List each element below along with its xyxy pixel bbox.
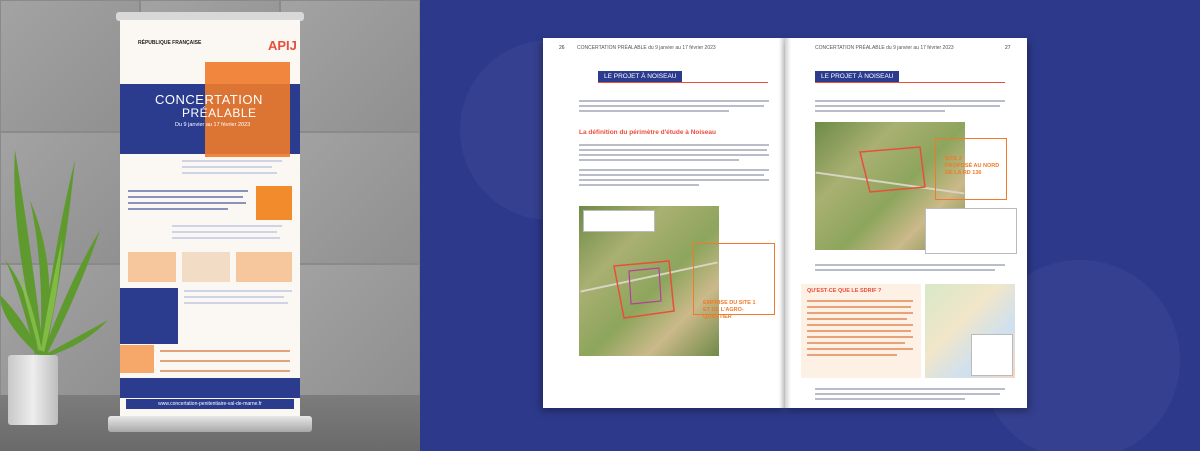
section-rule	[598, 82, 768, 83]
banner-map-2	[182, 252, 230, 282]
text-line	[172, 237, 280, 239]
text-line	[579, 110, 729, 112]
info-panel	[120, 288, 178, 344]
stats-box	[256, 186, 292, 220]
text-line	[160, 360, 290, 362]
banner-title-line2: PRÉALABLE	[182, 106, 257, 120]
brochure-left-page	[543, 38, 785, 408]
text-line	[128, 208, 228, 210]
map-legend	[583, 210, 655, 232]
text-line	[807, 324, 913, 326]
wall-panel	[280, 132, 420, 264]
banner-title-line1: CONCERTATION	[155, 92, 263, 107]
text-line	[160, 350, 290, 352]
section-title: LE PROJET À NOISEAU	[815, 71, 899, 83]
text-line	[807, 348, 913, 350]
section-title: LE PROJET À NOISEAU	[598, 71, 682, 83]
text-line	[579, 169, 769, 171]
banner-print	[120, 20, 300, 418]
text-line	[579, 154, 769, 156]
text-line	[579, 149, 767, 151]
footer-band	[120, 378, 300, 398]
banner-map-1	[128, 252, 176, 282]
text-line	[815, 388, 1005, 390]
map-legend	[925, 208, 1017, 254]
map-caption-line: ET DE L'AGRO-	[703, 307, 744, 313]
text-line	[579, 159, 739, 161]
running-head: CONCERTATION PRÉALABLE du 9 janvier au 17 février 2023	[815, 45, 954, 51]
text-line	[172, 225, 282, 227]
open-brochure	[543, 38, 1027, 408]
text-line	[579, 100, 769, 102]
plant-leaves	[0, 120, 110, 370]
map-caption-line: QUARTIER	[703, 314, 732, 320]
brochure-right-page	[785, 38, 1027, 408]
speech-bubble-icon	[120, 345, 154, 373]
banner-base	[108, 416, 312, 432]
text-line	[579, 184, 699, 186]
text-line	[807, 342, 905, 344]
page-number: 26	[559, 45, 565, 51]
banner-title-block	[120, 84, 300, 154]
republique-logo: RÉPUBLIQUE FRANÇAISE	[138, 40, 202, 46]
map-caption-line: SITE 2	[945, 156, 962, 162]
text-line	[184, 302, 288, 304]
site-perimeter	[609, 256, 679, 326]
map-caption-line: EMPRISE DU SITE 1	[703, 300, 756, 306]
text-line	[815, 105, 1000, 107]
map-caption-line: DE LA RD 136	[945, 170, 982, 176]
text-line	[807, 354, 897, 356]
text-line	[807, 336, 913, 338]
text-line	[807, 300, 913, 302]
text-line	[807, 330, 911, 332]
text-line	[128, 190, 248, 192]
map-legend	[971, 334, 1013, 376]
map-caption-line: PROPOSÉ AU NORD	[945, 163, 1000, 169]
text-line	[184, 296, 284, 298]
banner-map-3	[236, 252, 292, 282]
apij-logo: APIJ	[268, 38, 297, 53]
text-line	[807, 312, 913, 314]
text-line	[184, 290, 292, 292]
text-line	[807, 318, 907, 320]
text-line	[815, 398, 965, 400]
faq-title: QU'EST-CE QUE LE SDRIF ?	[807, 288, 882, 294]
banner-dates: Du 9 janvier au 17 février 2023	[175, 122, 251, 128]
text-line	[182, 160, 282, 162]
map-caption	[945, 156, 999, 177]
page-number: 27	[1005, 45, 1011, 51]
rollup-banner	[120, 12, 300, 432]
text-line	[815, 110, 945, 112]
section-heading: La définition du périmètre d'étude à Noiseau	[579, 129, 716, 136]
plant-pot	[8, 355, 58, 425]
running-head: CONCERTATION PRÉALABLE du 9 janvier au 17 février 2023	[577, 45, 716, 51]
sdrif-map	[925, 284, 1015, 378]
brochure-spine	[779, 38, 791, 408]
text-line	[182, 166, 272, 168]
text-line	[815, 100, 1005, 102]
text-line	[128, 202, 246, 204]
text-line	[128, 196, 243, 198]
text-line	[815, 264, 1005, 266]
text-line	[160, 370, 290, 372]
section-rule	[815, 82, 1005, 83]
text-line	[182, 172, 277, 174]
wall-panel	[280, 264, 420, 396]
text-line	[815, 269, 995, 271]
text-line	[807, 306, 911, 308]
faq-box	[801, 284, 921, 378]
map-caption	[703, 300, 756, 321]
text-line	[579, 144, 769, 146]
text-line	[815, 393, 1000, 395]
text-line	[172, 231, 277, 233]
text-line	[579, 174, 764, 176]
site-perimeter	[850, 142, 930, 202]
banner-website: www.concertation-penitentiaire-val-de-marne.fr	[126, 399, 294, 409]
text-line	[579, 179, 769, 181]
text-line	[579, 105, 764, 107]
